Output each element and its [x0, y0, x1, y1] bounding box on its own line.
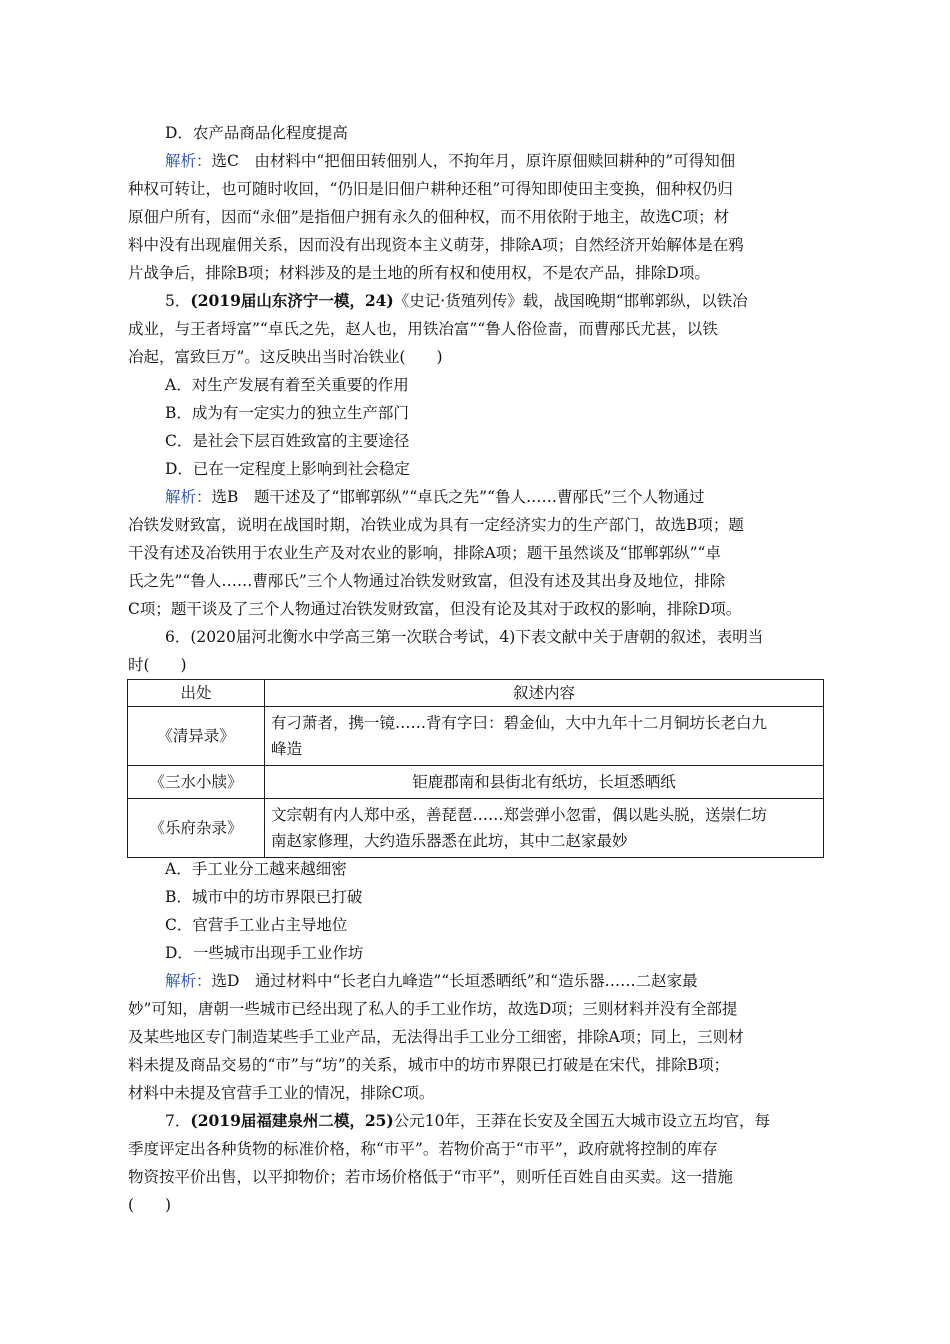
- q4-option-d: D．农产品商品化程度提高: [165, 124, 348, 142]
- table-cell-source: 《乐府杂录》: [128, 799, 265, 858]
- q6-stem: 6．(2020届河北衡水中学高三第一次联合考试，4)下表文献中关于唐朝的叙述，表明当: [165, 628, 764, 646]
- table-header-content: 叙述内容: [265, 680, 824, 707]
- q5-stem-line: 成业，与王者埒富”“卓氏之先，赵人也，用铁冶富”“鲁人俗俭啬，而曹邴氏尤甚，以铁: [128, 320, 718, 338]
- analysis-label: 解析：: [165, 488, 212, 506]
- table-cell-content: 钜鹿郡南和县街北有纸坊，长垣悉晒纸: [265, 766, 824, 799]
- q6-analysis-line: 妙”可知，唐朝一些城市已经出现了私人的手工业作坊，故选D项；三则材料并没有全部提: [128, 1000, 738, 1018]
- q5-stem-line: 冶起，富致巨万”。这反映出当时冶铁业( ): [128, 348, 443, 366]
- table-row: [128, 707, 824, 766]
- q6-source-table: [127, 679, 824, 858]
- q5-analysis-line: 冶铁发财致富，说明在战国时期，冶铁业成为具有一定经济实力的生产部门，故选B项；题: [128, 516, 744, 534]
- q5-analysis-line: 干没有述及冶铁用于农业生产及对农业的影响，排除A项；题干虽然谈及“邯郸郭纵”“卓: [128, 544, 721, 562]
- question-number: 7．: [165, 1112, 191, 1130]
- q6-analysis-line: 料未提及商品交易的“市”与“坊”的关系，城市中的坊市界限已打破是在宋代，排除B项；: [128, 1056, 730, 1074]
- question-source: (2019届山东济宁一模，24): [190, 291, 394, 310]
- q5-option-c: C．是社会下层百姓致富的主要途径: [165, 432, 410, 450]
- question-number: 5．: [165, 292, 191, 310]
- table-header-row: [128, 680, 824, 707]
- q4-analysis-line: 原佃户所有，因而“永佃”是指佃户拥有永久的佃种权，而不用依附于地主，故选C项；材: [128, 208, 730, 226]
- q7-stem: 7．(2019届福建泉州二模，25)公元10年，王莽在长安及全国五大城市设立五均官，每: [165, 1111, 770, 1130]
- analysis-label: 解析：: [165, 152, 212, 170]
- q7-stem-line: 季度评定出各种货物的标准价格，称“市平”。若物价高于“市平”，政府就将控制的库存: [128, 1140, 718, 1158]
- q5-option-d: D．已在一定程度上影响到社会稳定: [165, 460, 410, 478]
- q6-analysis-line: 及某些地区专门制造某些手工业产品，无法得出手工业分工细密，排除A项；同上，三则材: [128, 1028, 744, 1046]
- q6-analysis-line: 材料中未提及官营手工业的情况，排除C项。: [128, 1084, 435, 1102]
- table-cell-content: 有刁萧者，携一镜……背有字曰：碧金仙，大中九年十二月铜坊长老白九 峰造: [265, 707, 824, 766]
- table-cell-source: 《三水小牍》: [128, 766, 265, 799]
- table-cell-content: 文宗朝有内人郑中丞，善琵琶……郑尝弹小忽雷，偶以匙头脱，送崇仁坊 南赵家修理，大约造乐器悉在此坊，其中二赵家最妙: [265, 799, 824, 858]
- q5-analysis-line: 氏之先”“鲁人……曹邴氏”三个人物通过冶铁发财致富，但没有述及其出身及地位，排除: [128, 572, 726, 590]
- q6-option-b: B．城市中的坊市界限已打破: [165, 888, 363, 906]
- q6-analysis-line: 解析：选D 通过材料中“长老白九峰造”“长垣悉晒纸”和“造乐器……二赵家最: [165, 972, 698, 990]
- q6-option-d: D．一些城市出现手工业作坊: [165, 944, 364, 962]
- q4-analysis-line: 种权可转让，也可随时收回，“仍旧是旧佃户耕种还租”可得知即使田主变换，佃种权仍归: [128, 180, 733, 198]
- q6-stem-line: 时( ): [128, 656, 187, 674]
- table-row: [128, 766, 824, 799]
- q4-analysis-line: 片战争后，排除B项；材料涉及的是土地的所有权和使用权，不是农产品，排除D项。: [128, 264, 710, 282]
- q5-option-b: B．成为有一定实力的独立生产部门: [165, 404, 409, 422]
- table-cell-source: 《清异录》: [128, 707, 265, 766]
- q5-analysis-line: 解析：选B 题干述及了“邯郸郭纵”“卓氏之先”“鲁人……曹邴氏”三个人物通过: [165, 488, 705, 506]
- question-number: 6．: [165, 628, 191, 646]
- q5-stem: 5．(2019届山东济宁一模，24)《史记·货殖列传》载，战国晚期“邯郸郭纵，以铁冶: [165, 291, 748, 310]
- question-source: (2019届福建泉州二模，25): [190, 1111, 394, 1130]
- q4-analysis-line: 解析：选C 由材料中“把佃田转佃别人，不拘年月，原许原佃赎回耕种的”可得知佃: [165, 152, 736, 170]
- q6-option-a: A．手工业分工越来越细密: [165, 860, 347, 878]
- q5-analysis-line: C项；题干谈及了三个人物通过冶铁发财致富，但没有论及其对于政权的影响，排除D项。: [128, 600, 742, 618]
- q4-analysis-line: 料中没有出现雇佣关系，因而没有出现资本主义萌芽，排除A项；自然经济开始解体是在鸦: [128, 236, 744, 254]
- q6-option-c: C．官营手工业占主导地位: [165, 916, 348, 934]
- q7-stem-line: ( ): [128, 1196, 172, 1214]
- q5-option-a: A．对生产发展有着至关重要的作用: [165, 376, 409, 394]
- q7-stem-line: 物资按平价出售，以平抑物价；若市场价格低于“市平”，则听任百姓自由买卖。这一措施: [128, 1168, 733, 1186]
- table-row: [128, 799, 824, 858]
- analysis-label: 解析：: [165, 972, 212, 990]
- table-header-source: 出处: [128, 680, 265, 707]
